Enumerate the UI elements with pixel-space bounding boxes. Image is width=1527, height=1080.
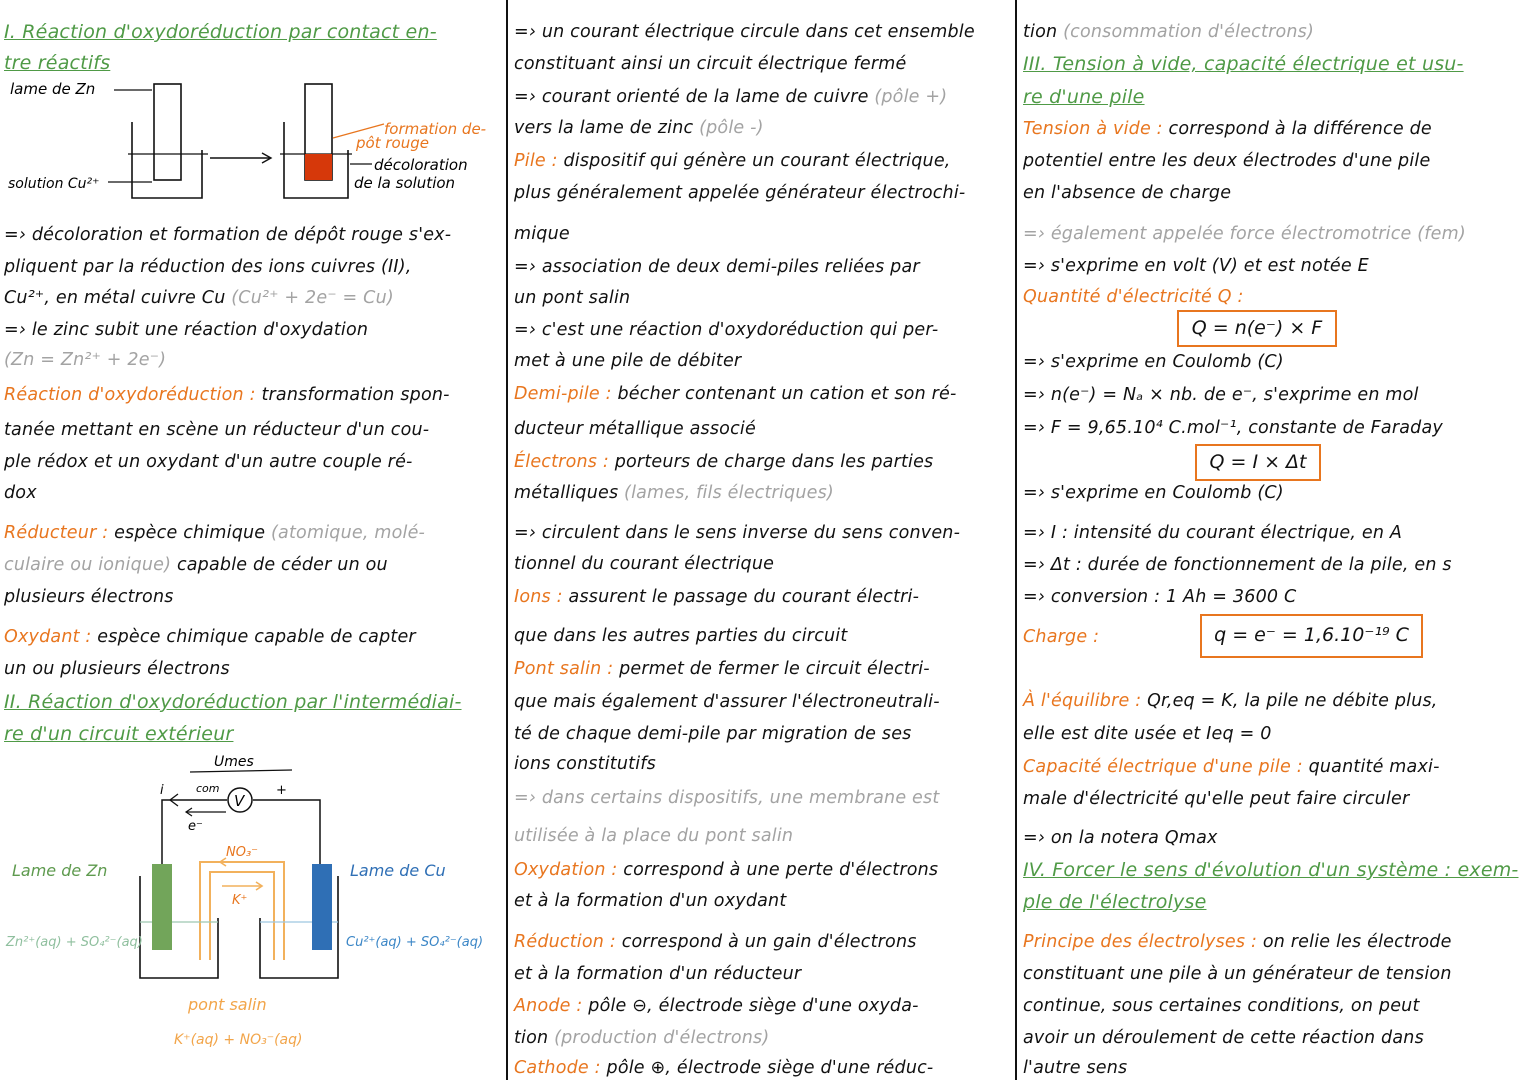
definition-anode: Anode : pôle ⊖, électrode siège d'une oxyda- (514, 996, 919, 1016)
label-voltmeter: V (234, 792, 245, 810)
text-line: utilisée à la place du pont salin (514, 826, 794, 846)
definition-electrons: Électrons : porteurs de charge dans les parties (514, 452, 934, 472)
label-electron: e⁻ (188, 819, 203, 834)
text-line: pliquent par la réduction des ions cuivres (II), (4, 257, 412, 277)
text-line: avoir un déroulement de cette réaction dans (1023, 1028, 1424, 1048)
text-line: =› Δt : durée de fonctionnement de la pile, en s (1023, 555, 1452, 575)
text-line: constituant ainsi un circuit électrique fermé (514, 54, 907, 74)
text-line: =› le zinc subit une réaction d'oxydation (4, 320, 369, 340)
text-line: met à une pile de débiter (514, 351, 742, 371)
text-line: l'autre sens (1023, 1058, 1128, 1078)
section-heading-3: III. Tension à vide, capacité électrique et usu- (1023, 53, 1464, 75)
label-decoloration-2: de la solution (354, 174, 456, 192)
text-line: =› un courant électrique circule dans cet ensemble (514, 22, 975, 42)
zinc-in-copper-diagram (0, 78, 506, 206)
text-line: =› courant orienté de la lame de cuivre (pôle +) (514, 87, 948, 107)
label-zn-solution: Zn²⁺(aq) + SO₄²⁻(aq) (6, 935, 143, 950)
text-line: =› circulent dans le sens inverse du sens conven- (514, 523, 961, 543)
text-line: et à la formation d'un oxydant (514, 891, 787, 911)
text-line: constituant une pile à un générateur de tension (1023, 964, 1452, 984)
text-line: male d'électricité qu'elle peut faire circuler (1023, 789, 1410, 809)
definition-tension-vide: Tension à vide : correspond à la différence de (1023, 119, 1432, 139)
label-cu-solution: Cu²⁺(aq) + SO₄²⁻(aq) (346, 935, 484, 950)
definition-quantite-electricite: Quantité d'électricité Q : (1023, 287, 1244, 307)
text-line: =› n(e⁻) = Nₐ × nb. de e⁻, s'exprime en mol (1023, 385, 1419, 405)
text-line: métalliques (lames, fils électriques) (514, 483, 834, 503)
column-2 (510, 0, 1015, 1080)
copper-deposit (305, 154, 332, 180)
text-line: tionnel du courant électrique (514, 554, 775, 574)
text-line: vers la lame de zinc (pôle -) (514, 118, 764, 138)
text-line: dox (4, 483, 37, 503)
label-lame-cu: Lame de Cu (350, 861, 446, 880)
text-line: que dans les autres parties du circuit (514, 626, 848, 646)
section-heading-1: I. Réaction d'oxydoréduction par contact en- (4, 21, 437, 43)
text-line: plus généralement appelée générateur électrochi- (514, 183, 966, 203)
text-line: ducteur métallique associé (514, 419, 756, 439)
section-heading-1-cont: tre réactifs (4, 52, 111, 74)
text-line: (Zn = Zn²⁺ + 2e⁻) (4, 350, 167, 370)
label-pont-salin: pont salin (188, 995, 267, 1014)
label-no3: NO₃⁻ (226, 845, 259, 860)
text-line: =› c'est une réaction d'oxydoréduction qui per- (514, 320, 939, 340)
text-line: un ou plusieurs électrons (4, 659, 230, 679)
text-line: =› s'exprime en Coulomb (C) (1023, 483, 1284, 503)
definition-pont-salin: Pont salin : permet de fermer le circuit électri- (514, 659, 930, 679)
text-line: Cu²⁺, en métal cuivre Cu (Cu²⁺ + 2e⁻ = Cu) (4, 288, 394, 308)
text-line: =› s'exprime en volt (V) et est notée E (1023, 256, 1369, 276)
definition-equilibre: À l'équilibre : Qr,eq = K, la pile ne débite plus, (1023, 691, 1438, 711)
text-line: plusieurs électrons (4, 587, 174, 607)
text-line: en l'absence de charge (1023, 183, 1232, 203)
text-line: et à la formation d'un réducteur (514, 964, 802, 984)
text-line: continue, sous certaines conditions, on peut (1023, 996, 1420, 1016)
daniell-cell-diagram (0, 748, 506, 1068)
label-k: K⁺ (232, 893, 248, 908)
text-line: =› association de deux demi-piles reliées par (514, 257, 920, 277)
text-line: potentiel entre les deux électrodes d'une pile (1023, 151, 1431, 171)
column-divider (506, 0, 508, 1080)
formula-charge: q = e⁻ = 1,6.10⁻¹⁹ C (1200, 614, 1423, 658)
label-solution: solution Cu²⁺ (8, 176, 100, 192)
section-heading-3-cont: re d'une pile (1023, 86, 1145, 108)
text-line: =› conversion : 1 Ah = 3600 C (1023, 587, 1297, 607)
definition-oxydation: Oxydation : correspond à une perte d'électrons (514, 860, 939, 880)
column-1 (0, 0, 506, 1080)
zinc-plate (154, 84, 181, 180)
text-line: tanée mettant en scène un réducteur d'un cou- (4, 420, 430, 440)
section-heading-4: IV. Forcer le sens d'évolution d'un système : exem- (1023, 859, 1519, 881)
text-line: un pont salin (514, 288, 631, 308)
label-com: com (196, 782, 220, 795)
text-line: =› dans certains dispositifs, une membrane est (514, 788, 940, 808)
label-lame-zn: lame de Zn (10, 80, 96, 98)
text-line: que mais également d'assurer l'électroneutrali- (514, 692, 940, 712)
label-lame-zn: Lame de Zn (12, 861, 108, 880)
text-line: tion (consommation d'électrons) (1023, 22, 1315, 42)
copper-electrode (312, 864, 332, 950)
label-formation-1: formation de- (384, 120, 487, 138)
formula-q-it: Q = I × Δt (1195, 444, 1321, 481)
text-line: tion (production d'électrons) (514, 1028, 770, 1048)
formula-q-nf: Q = n(e⁻) × F (1177, 310, 1337, 347)
definition-reaction: Réaction d'oxydoréduction : transformation spon- (4, 385, 450, 405)
text-line: =› on la notera Qmax (1023, 828, 1218, 848)
definition-cathode: Cathode : pôle ⊕, électrode siège d'une réduc- (514, 1058, 934, 1078)
column-3 (1019, 0, 1527, 1080)
zinc-electrode (152, 864, 172, 950)
text-line: =› s'exprime en Coulomb (C) (1023, 352, 1284, 372)
definition-pile: Pile : dispositif qui génère un courant électrique, (514, 151, 951, 171)
text-line: =› également appelée force électromotrice (fem) (1023, 224, 1466, 244)
label-pont-ions: K⁺(aq) + NO₃⁻(aq) (174, 1032, 303, 1048)
label-umes: Umes (214, 754, 254, 770)
definition-ions: Ions : assurent le passage du courant électri- (514, 587, 920, 607)
text-line: mique (514, 224, 570, 244)
section-heading-2: II. Réaction d'oxydoréduction par l'intermédiai- (4, 691, 462, 713)
label-formation-2: pôt rouge (356, 134, 429, 152)
definition-oxydant: Oxydant : espèce chimique capable de capter (4, 627, 416, 647)
label-decoloration-1: décoloration (374, 156, 468, 174)
text-line: ple rédox et un oxydant d'un autre couple ré- (4, 452, 413, 472)
text-line: =› I : intensité du courant électrique, en A (1023, 523, 1403, 543)
column-divider (1015, 0, 1017, 1080)
definition-reduction: Réduction : correspond à un gain d'électrons (514, 932, 917, 952)
definition-demi-pile: Demi-pile : bécher contenant un cation et son ré- (514, 384, 957, 404)
definition-reducteur: Réducteur : espèce chimique (atomique, molé- (4, 523, 426, 543)
text-line: =› décoloration et formation de dépôt rouge s'ex- (4, 225, 452, 245)
definition-electrolyse: Principe des électrolyses : on relie les électrode (1023, 932, 1452, 952)
text-line: elle est dite usée et Ieq = 0 (1023, 724, 1272, 744)
section-heading-4-cont: ple de l'électrolyse (1023, 891, 1207, 913)
text-line: culaire ou ionique) capable de céder un ou (4, 555, 388, 575)
text-line: ions constitutifs (514, 754, 656, 774)
text-line: =› F = 9,65.10⁴ C.mol⁻¹, constante de Faraday (1023, 418, 1443, 438)
text-line: té de chaque demi-pile par migration de ses (514, 724, 912, 744)
label-i: i (160, 783, 164, 798)
definition-charge: Charge : (1023, 627, 1100, 647)
label-plus: + (276, 783, 287, 798)
section-heading-2-cont: re d'un circuit extérieur (4, 723, 234, 745)
definition-capacite: Capacité électrique d'une pile : quantité maxi- (1023, 757, 1440, 777)
